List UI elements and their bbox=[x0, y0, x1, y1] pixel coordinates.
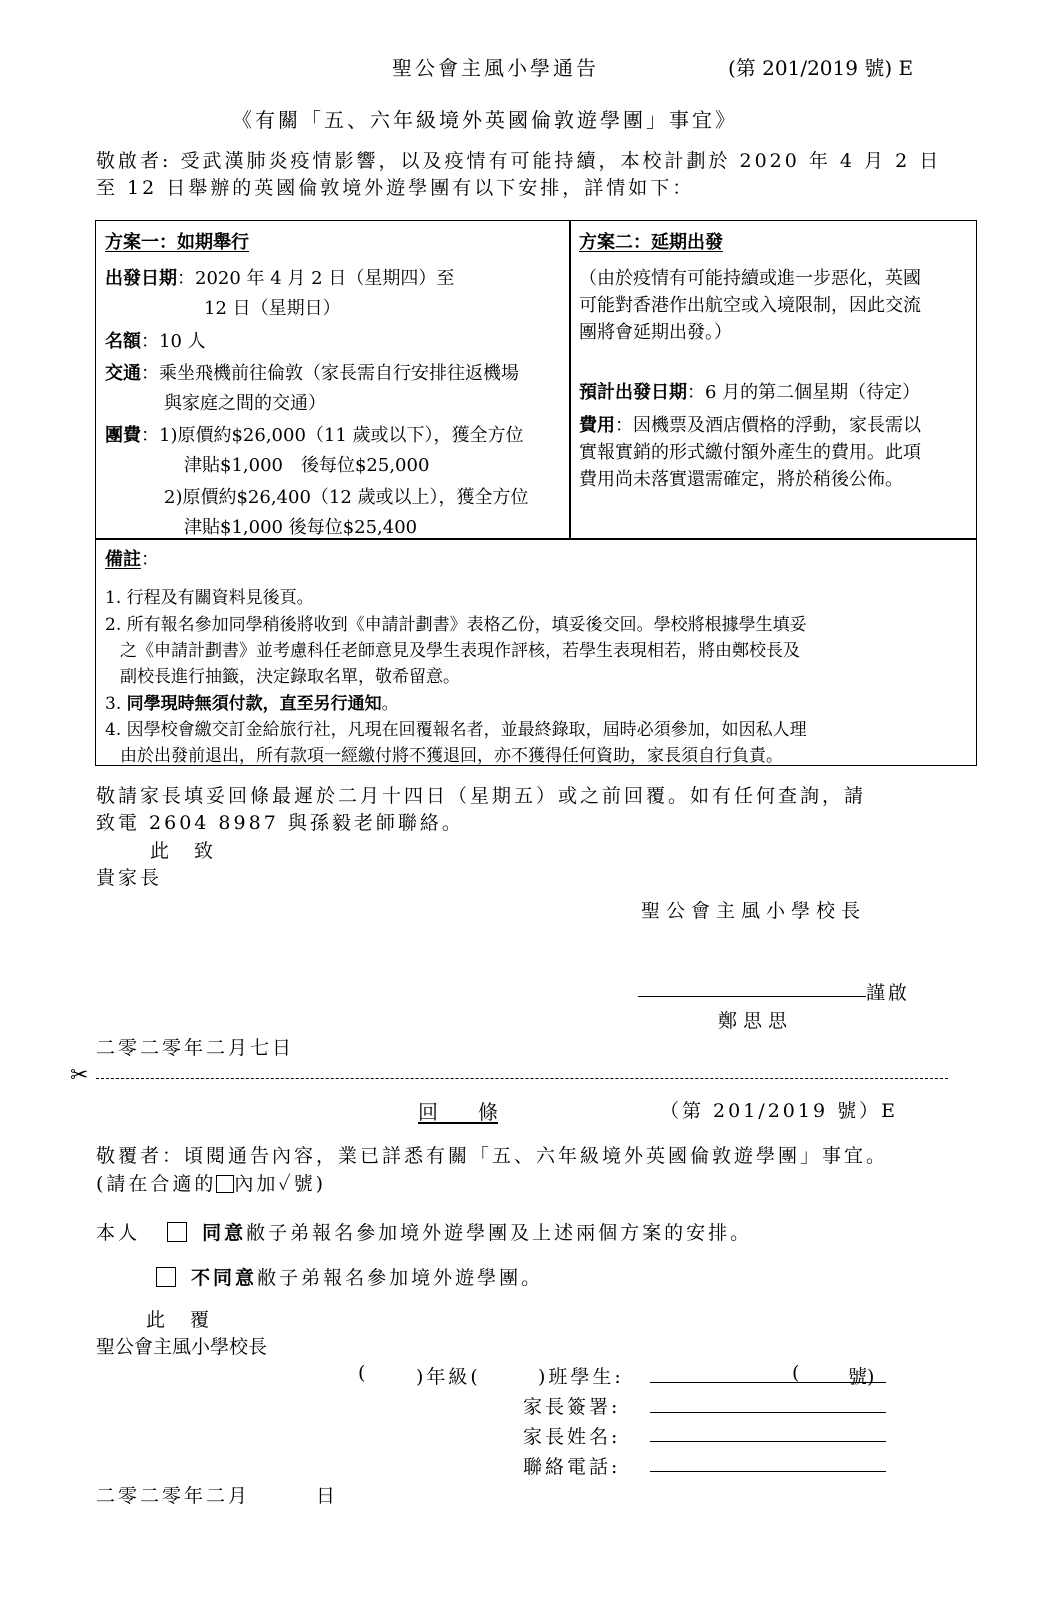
remark-item-4-line-1: 4. 因學校會繳交訂金給旅行社，凡現在回覆報名者，並最終錄取，屆時必須參加，如因私人理 bbox=[105, 720, 807, 740]
plan2-date-row bbox=[579, 378, 920, 404]
cut-line bbox=[96, 1078, 948, 1079]
plan1-fee-line-4: 津貼$1,000 後每位$25,400 bbox=[184, 517, 418, 538]
plan2-note-line-1: （由於疫情有可能持續或進一步惡化，英國 bbox=[579, 268, 921, 289]
principal-title: 聖公會主風小學校長 bbox=[641, 900, 867, 922]
agree-text: 敝子弟報名參加境外遊學團及上述兩個方案的安排。 bbox=[246, 1222, 753, 1244]
reply-ref: （第 201/2019 號）E bbox=[660, 1100, 898, 1122]
parent-sign-field[interactable] bbox=[650, 1412, 886, 1413]
remark-item-3 bbox=[105, 689, 399, 714]
closing-recipient: 貴家長 bbox=[96, 867, 163, 889]
plan2-fee-label: 費用 bbox=[579, 415, 615, 436]
self-label: 本人 bbox=[96, 1222, 141, 1244]
remark-item-4-line-2: 由於出發前退出，所有款項一經繳付將不獲退回，亦不獲得任何資助，家長須自行負責。 bbox=[120, 746, 783, 766]
plan2-fee-line-2: 實報實銷的形式繳付額外產生的費用。此項 bbox=[579, 442, 921, 463]
plan1-transport-value: ：乘坐飛機前往倫敦（家長需自行安排往返機場 bbox=[141, 363, 519, 384]
plan2-note-line-3: 團將會延期出發。） bbox=[579, 322, 732, 343]
plan2-title: 方案二：延期出發 bbox=[579, 232, 723, 253]
scissors-icon: ✂ bbox=[70, 1063, 89, 1088]
reply-date: 二零二零年二月 日 bbox=[96, 1485, 339, 1507]
plan1-date-label: 出發日期 bbox=[105, 268, 177, 289]
signature-line bbox=[638, 996, 866, 997]
reply-to: 聖公會主風小學校長 bbox=[96, 1336, 268, 1358]
plan2-fee-row bbox=[579, 411, 921, 437]
agree-row bbox=[96, 1218, 752, 1245]
plan1-date-row bbox=[105, 264, 454, 290]
intro-line-1: 敬啟者: 受武漢肺炎疫情影響，以及疫情有可能持續，本校計劃於 2020 年 4 月 2 日 bbox=[96, 150, 942, 172]
grade-close: )年級( bbox=[416, 1366, 481, 1388]
plan2-fee-value: ：因機票及酒店價格的浮動，家長需以 bbox=[615, 415, 921, 436]
agree-label: 同意 bbox=[202, 1222, 247, 1244]
closing-line-1: 敬請家長填妥回條最遲於二月十四日（星期五）或之前回覆。如有任何查詢，請 bbox=[96, 785, 867, 807]
plan1-transport-row bbox=[105, 359, 519, 385]
agree-checkbox[interactable] bbox=[167, 1222, 187, 1242]
plan1-fee-row bbox=[105, 421, 524, 447]
remarks-colon: ： bbox=[141, 549, 159, 570]
phone-field[interactable] bbox=[650, 1471, 886, 1472]
plan1-transport-label: 交通 bbox=[105, 363, 141, 384]
plan1-fee-line-3: 2)原價約$26,400（12 歲或以上），獲全方位 bbox=[164, 487, 529, 508]
disagree-row bbox=[156, 1263, 543, 1290]
plan1-fee-value: ：1)原價約$26,000（11 歲或以下），獲全方位 bbox=[141, 425, 524, 446]
remarks-title-row bbox=[105, 545, 159, 571]
reply-line-2 bbox=[96, 1169, 326, 1196]
plan1-quota-label: 名額 bbox=[105, 331, 141, 352]
plan1-quota-value: ：10 人 bbox=[141, 331, 206, 352]
phone-label: 聯絡電話: bbox=[523, 1456, 621, 1478]
parent-name-field[interactable] bbox=[650, 1441, 886, 1442]
number-open: ( bbox=[792, 1362, 800, 1384]
plan-divider bbox=[569, 220, 571, 538]
remark-item-2-line-1: 2. 所有報名參加同學稍後將收到《申請計劃書》表格乙份，填妥後交回。學校將根據學生填妥 bbox=[105, 615, 807, 635]
notice-date: 二零二零年二月七日 bbox=[96, 1037, 295, 1059]
remarks-title: 備註 bbox=[105, 549, 141, 570]
notice-subject: 《有關「五、六年級境外英國倫敦遊學團」事宜》 bbox=[232, 108, 738, 132]
plan2-date-value: ：6 月的第二個星期（待定） bbox=[687, 382, 921, 403]
jin-qi: 謹啟 bbox=[866, 982, 911, 1004]
plan2-date-label: 預計出發日期 bbox=[579, 382, 687, 403]
disagree-label: 不同意 bbox=[191, 1267, 258, 1289]
number-close: 號) bbox=[848, 1366, 875, 1388]
reply-line-2-pre: (請在合適的 bbox=[96, 1173, 217, 1195]
disagree-checkbox[interactable] bbox=[156, 1267, 176, 1287]
notice-ref: (第 201/2019 號) E bbox=[728, 56, 914, 80]
plan1-date-value: ：2020 年 4 月 2 日（星期四）至 bbox=[177, 268, 455, 289]
class-student-label: )班學生: bbox=[538, 1366, 624, 1388]
remark-item-3-num: 3. bbox=[105, 694, 127, 714]
notice-title: 聖公會主風小學通告 bbox=[392, 56, 599, 80]
closing-ci-zhi: 此 致 bbox=[150, 840, 217, 862]
remark-item-3-text: 同學現時無須付款，直至另行通知 bbox=[126, 694, 382, 714]
remark-item-2-line-2: 之《申請計劃書》並考慮科任老師意見及學生表現作評核，若學生表現相若，將由鄭校長及 bbox=[120, 641, 800, 661]
plan1-transport-line-2: 與家庭之間的交通） bbox=[164, 393, 326, 414]
parent-sign-label: 家長簽署: bbox=[523, 1396, 621, 1418]
principal-name: 鄭思思 bbox=[718, 1010, 794, 1032]
disagree-text: 敝子弟報名參加境外遊學團。 bbox=[257, 1267, 544, 1289]
plan1-title: 方案一：如期舉行 bbox=[105, 232, 249, 253]
reply-title: 回 條 bbox=[418, 1100, 498, 1124]
grade-open: ( bbox=[358, 1362, 366, 1384]
plan1-fee-label: 團費 bbox=[105, 425, 141, 446]
plan1-quota-row bbox=[105, 327, 206, 353]
reply-line-1: 敬覆者：頃閱通告內容，業已詳悉有關「五、六年級境外英國倫敦遊學團」事宜。 bbox=[96, 1145, 889, 1167]
intro-line-2: 至 12 日舉辦的英國倫敦境外遊學團有以下安排，詳情如下： bbox=[96, 177, 695, 199]
sample-checkbox-icon bbox=[216, 1175, 234, 1193]
reply-line-2-post: 內加✓號) bbox=[234, 1173, 327, 1195]
plan1-date-line-2: 12 日（星期日） bbox=[204, 298, 341, 319]
remark-item-3-end: 。 bbox=[381, 694, 399, 714]
plan2-fee-line-3: 費用尚未落實還需確定，將於稍後公佈。 bbox=[579, 469, 903, 490]
plan2-note-line-2: 可能對香港作出航空或入境限制，因此交流 bbox=[579, 295, 921, 316]
remark-item-1: 1. 行程及有關資料見後頁。 bbox=[105, 588, 314, 608]
closing-line-2: 致電 2604 8987 與孫毅老師聯絡。 bbox=[96, 812, 464, 834]
remark-item-2-line-3: 副校長進行抽籤，決定錄取名單，敬希留意。 bbox=[120, 667, 460, 687]
plan1-fee-line-2: 津貼$1,000 後每位$25,000 bbox=[184, 455, 430, 476]
parent-name-label: 家長姓名: bbox=[523, 1426, 621, 1448]
reply-ci-fu: 此 覆 bbox=[146, 1309, 213, 1331]
